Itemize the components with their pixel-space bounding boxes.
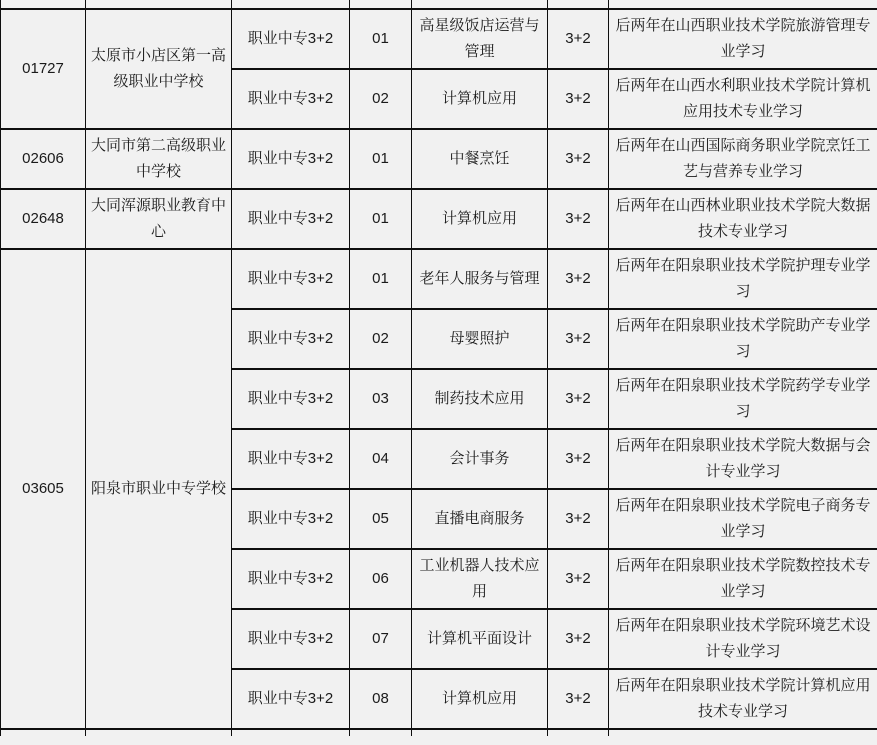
note-cell: 后两年在山西水利职业技术学院计算机应用技术专业学习 (609, 69, 877, 129)
major-code-cell: 01 (350, 129, 412, 189)
school-name-cell: 太原市小店区第一高级职业中学校 (86, 9, 232, 129)
school-code-cell (1, 729, 86, 736)
system-cell: 3+2 (548, 69, 609, 129)
table-row (1, 9, 877, 69)
major-name-cell: 工业机器人技术应用 (412, 549, 548, 609)
major-name-cell: 计算机应用 (412, 189, 548, 249)
note-cell: 后两年在阳泉职业技术学院护理专业学习 (609, 249, 877, 309)
note-cell (609, 729, 877, 736)
system-cell: 3+2 (548, 309, 609, 369)
major-code-cell: 08 (350, 669, 412, 729)
major-code-cell: 01 (350, 9, 412, 69)
major-code-cell: 01 (350, 189, 412, 249)
major-name-cell: 会计事务 (412, 429, 548, 489)
program-type-cell (232, 729, 350, 736)
school-name-cell (86, 0, 232, 9)
program-type-cell: 职业中专3+2 (232, 609, 350, 669)
school-code-cell: 03605 (1, 249, 86, 729)
note-cell: 后两年在阳泉职业技术学院电子商务专业学习 (609, 489, 877, 549)
school-name-cell (86, 729, 232, 736)
program-type-cell: 职业中专3+2 (232, 189, 350, 249)
note-cell: 后两年在山西林业职业技术学院大数据技术专业学习 (609, 189, 877, 249)
system-cell: 3+2 (548, 669, 609, 729)
major-name-cell: 母婴照护 (412, 309, 548, 369)
school-code-cell: 02606 (1, 129, 86, 189)
system-cell: 3+2 (548, 609, 609, 669)
program-type-cell: 职业中专3+2 (232, 549, 350, 609)
system-cell (548, 0, 609, 9)
table-row (1, 249, 877, 309)
school-name-cell: 大同市第二高级职业中学校 (86, 129, 232, 189)
system-cell: 3+2 (548, 549, 609, 609)
school-name-cell: 阳泉市职业中专学校 (86, 249, 232, 729)
major-name-cell: 计算机平面设计 (412, 609, 548, 669)
program-type-cell: 职业中专3+2 (232, 9, 350, 69)
system-cell: 3+2 (548, 489, 609, 549)
major-name-cell: 中餐烹饪 (412, 129, 548, 189)
program-type-cell: 职业中专3+2 (232, 669, 350, 729)
partial-table-row (1, 0, 877, 9)
program-type-cell: 职业中专3+2 (232, 309, 350, 369)
major-code-cell (350, 0, 412, 9)
major-name-cell: 老年人服务与管理 (412, 249, 548, 309)
program-type-cell: 职业中专3+2 (232, 249, 350, 309)
note-cell: 后两年在阳泉职业技术学院大数据与会计专业学习 (609, 429, 877, 489)
major-code-cell: 05 (350, 489, 412, 549)
major-code-cell: 06 (350, 549, 412, 609)
program-type-cell: 职业中专3+2 (232, 129, 350, 189)
note-cell: 后两年在山西职业技术学院旅游管理专业学习 (609, 9, 877, 69)
system-cell (548, 729, 609, 736)
school-code-cell (1, 0, 86, 9)
program-type-cell: 职业中专3+2 (232, 429, 350, 489)
note-cell (609, 0, 877, 9)
major-name-cell: 计算机应用 (412, 69, 548, 129)
note-cell: 后两年在阳泉职业技术学院助产专业学习 (609, 309, 877, 369)
major-name-cell: 制药技术应用 (412, 369, 548, 429)
major-name-cell (412, 729, 548, 736)
table-row (1, 129, 877, 189)
major-name-cell (412, 0, 548, 9)
program-type-cell (232, 0, 350, 9)
note-cell: 后两年在阳泉职业技术学院计算机应用技术专业学习 (609, 669, 877, 729)
note-cell: 后两年在阳泉职业技术学院数控技术专业学习 (609, 549, 877, 609)
major-code-cell: 04 (350, 429, 412, 489)
major-code-cell: 02 (350, 309, 412, 369)
major-name-cell: 计算机应用 (412, 669, 548, 729)
partial-table-row (1, 729, 877, 736)
program-type-cell: 职业中专3+2 (232, 489, 350, 549)
program-type-cell: 职业中专3+2 (232, 69, 350, 129)
major-code-cell: 01 (350, 249, 412, 309)
program-type-cell: 职业中专3+2 (232, 369, 350, 429)
system-cell: 3+2 (548, 249, 609, 309)
system-cell: 3+2 (548, 189, 609, 249)
school-code-cell: 01727 (1, 9, 86, 129)
note-cell: 后两年在山西国际商务职业学院烹饪工艺与营养专业学习 (609, 129, 877, 189)
major-code-cell: 02 (350, 69, 412, 129)
system-cell: 3+2 (548, 429, 609, 489)
major-code-cell (350, 729, 412, 736)
school-code-cell: 02648 (1, 189, 86, 249)
major-name-cell: 高星级饭店运营与管理 (412, 9, 548, 69)
system-cell: 3+2 (548, 369, 609, 429)
table-row (1, 189, 877, 249)
major-code-cell: 03 (350, 369, 412, 429)
note-cell: 后两年在阳泉职业技术学院环境艺术设计专业学习 (609, 609, 877, 669)
major-name-cell: 直播电商服务 (412, 489, 548, 549)
system-cell: 3+2 (548, 129, 609, 189)
system-cell: 3+2 (548, 9, 609, 69)
major-code-cell: 07 (350, 609, 412, 669)
school-name-cell: 大同浑源职业教育中心 (86, 189, 232, 249)
note-cell: 后两年在阳泉职业技术学院药学专业学习 (609, 369, 877, 429)
